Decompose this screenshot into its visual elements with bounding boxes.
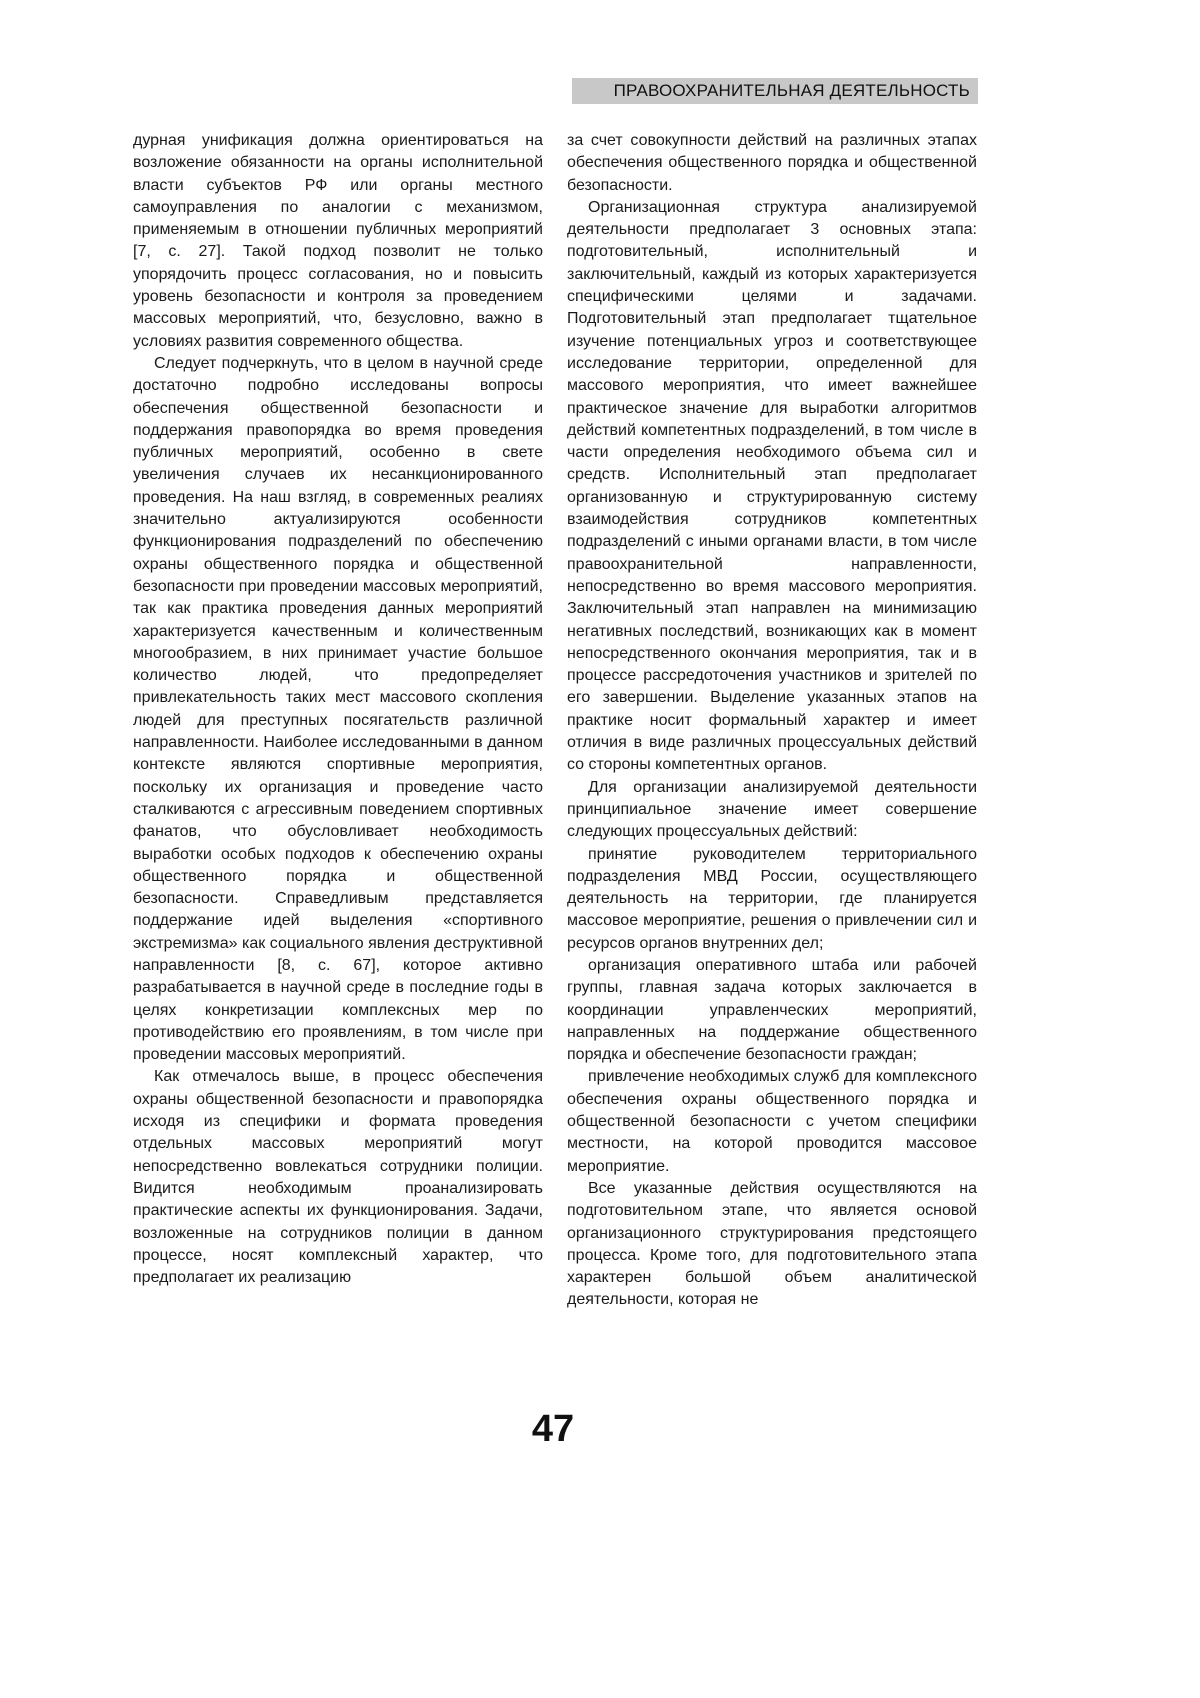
right-column: [567, 130, 977, 1312]
page-number: 47: [531, 1408, 575, 1450]
paragraph: Как отмечалось выше, в процесс обеспечения охраны общественной безопасности и правопорядка исходя из специфики и формата проведения отдельных массовых мероприятий могут непосредственно вовлекаться сотрудники полиции. Видится необходимым проанализировать практические аспекты их функционирования. Задачи, возложенные на сотрудников полиции в данном процессе, носят комплексный характер, что предполагает их реализацию: [133, 1068, 543, 1287]
list-item: принятие руководителем территориального подразделения МВД России, осуществляющего деятельность на территории, где планируется массовое мероприятие, решения о привлечении сил и ресурсов органов внутренних дел;: [567, 845, 977, 952]
paragraph: Все указанные действия осуществляются на подготовительном этапе, что является основой организационного структурирования предстоящего процесса. Кроме того, для подготовительного этапа характерен большой объем аналитической деятельности, которая не: [567, 1179, 977, 1309]
paragraph: Организационная структура анализируемой деятельности предполагает 3 основных этапа: подготовительный, исполнительный и заключительный, каждый из которых характеризуется специфическими целями и задачами. Подготовительный этап предполагает тщательное изучение потенциальных угроз и соответствующее исследование территории, определенной для массового мероприятия, что имеет важнейшее практическое значение для выработки алгоритмов действий компетентных подразделений, в том числе в части определения необходимого объема сил и средств. Исполнительный этап предполагает организованную и структурированную систему взаимодействия сотрудников компетентных подразделений с иными органами власти, в том числе правоохранительной направленности, непосредственно во время массового мероприятия. Заключительный этап направлен на минимизацию негативных последствий, возникающих как в момент непосредственного окончания мероприятия, так и в процессе рассредоточения участников и зрителей по его завершении. Выделение указанных этапов на практике носит формальный характер и имеет отличия в виде различных процессуальных действий со стороны компетентных органов.: [567, 198, 977, 774]
paragraph: Для организации анализируемой деятельности принципиальное значение имеет совершение следующих процессуальных действий:: [567, 778, 977, 841]
section-title: ПРАВООХРАНИТЕЛЬНАЯ ДЕЯТЕЛЬНОСТЬ: [613, 81, 970, 100]
paragraph: дурная унификация должна ориентироваться на возложение обязанности на органы исполнительной власти субъектов РФ или органы местного самоуправления по аналогии с механизмом, применяемым в отношении публичных мероприятий [7, с. 27]. Такой подход позволит не только упорядочить процесс согласования, но и повысить уровень безопасности и контроля за проведением массовых мероприятий, что, безусловно, важно в условиях развития современного общества.: [133, 132, 543, 350]
paragraph: Следует подчеркнуть, что в целом в научной среде достаточно подробно исследованы вопросы обеспечения общественной безопасности и поддержания правопорядка во время проведения публичных мероприятий, особенно в свете увеличения случаев их несанкционированного проведения. На наш взгляд, в современных реалиях значительно актуализируются особенности функционирования подразделений по обеспечению охраны общественного порядка и общественной безопасности при проведении массовых мероприятий, так как практика проведения данных мероприятий характеризуется качественным и количественным многообразием, в них принимает участие большое количество людей, что предопределяет привлекательность таких мест массового скопления людей для преступных посягательств различной направленности. Наиболее исследованными в данном контексте являются спортивные мероприятия, поскольку их организация и проведение часто сталкиваются с агрессивным поведением спортивных фанатов, что обусловливает необходимость выработки особых подходов к обеспечению охраны общественного порядка и общественной безопасности. Справедливым представляется поддержание идей выделения «спортивного экстремизма» как социального явления деструктивной направленности [8, с. 67], которое активно разрабатывается в научной среде в последние годы в целях конкретизации комплексных мер по противодействию его проявлениям, в том числе при проведении массовых мероприятий.: [133, 354, 543, 1064]
list-item: организация оперативного штаба или рабочей группы, главная задача которых заключается в координации управленческих мероприятий, направленных на поддержание общественного порядка и обеспечение безопасности граждан;: [567, 956, 977, 1064]
left-column: [133, 130, 543, 1289]
section-header: [572, 78, 978, 104]
list-item: привлечение необходимых служб для комплексного обеспечения охраны общественного порядка и общественной безопасности с учетом специфики местности, на которой проводится массовое мероприятие.: [567, 1068, 977, 1175]
paragraph: за счет совокупности действий на различных этапах обеспечения общественного порядка и общественной безопасности.: [567, 132, 977, 194]
